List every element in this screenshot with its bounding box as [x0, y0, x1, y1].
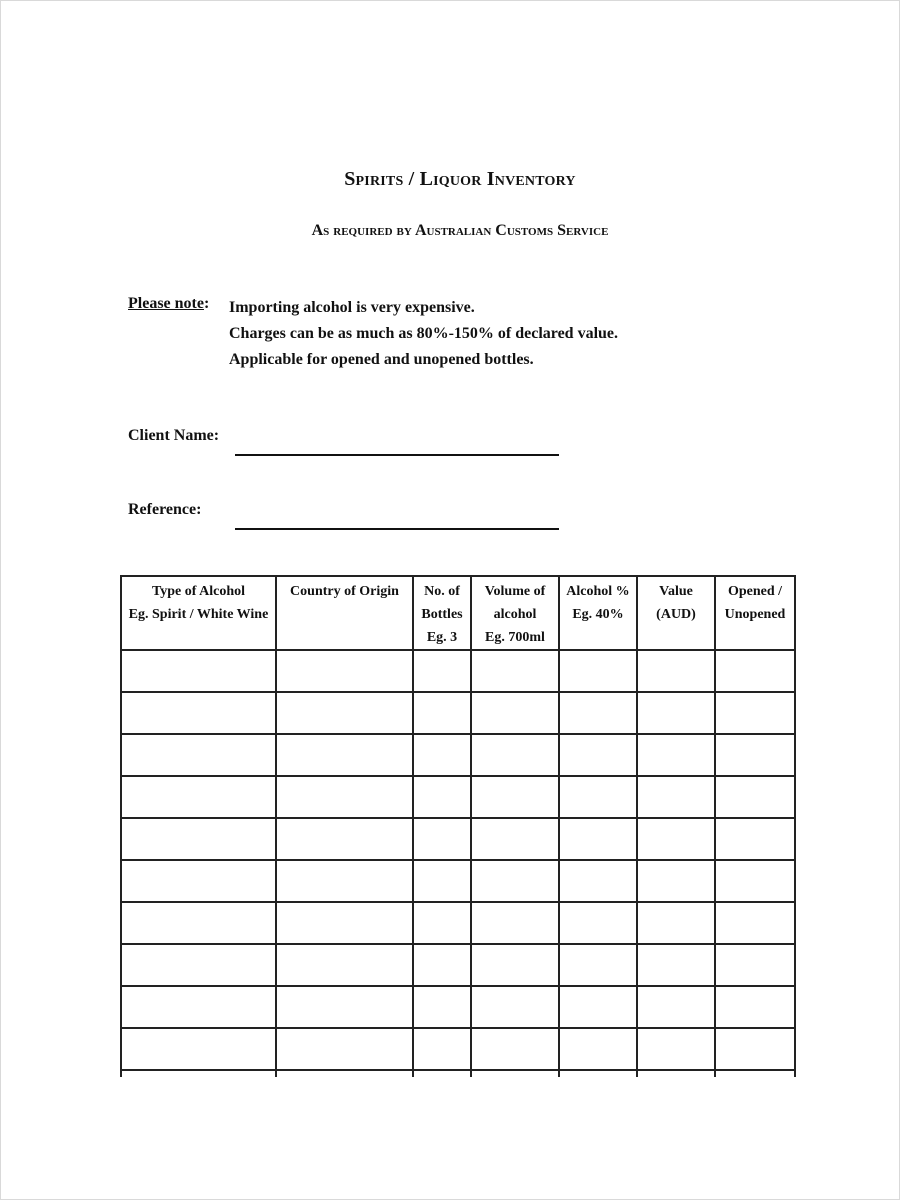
note-label — [128, 295, 209, 313]
column-header-opened: Opened / Unopened — [715, 576, 795, 650]
table-cell[interactable] — [471, 944, 559, 986]
table-cell[interactable] — [471, 818, 559, 860]
table-cell[interactable] — [559, 902, 637, 944]
table-cell[interactable] — [276, 902, 413, 944]
table-header-row — [121, 576, 795, 650]
table-row — [121, 986, 795, 1028]
table-cell[interactable] — [121, 944, 276, 986]
table-cell[interactable] — [637, 1028, 715, 1070]
table-cell[interactable] — [715, 986, 795, 1028]
table-cell[interactable] — [559, 986, 637, 1028]
table-cell[interactable] — [121, 986, 276, 1028]
column-header-type: Type of Alcohol Eg. Spirit / White Wine — [121, 576, 276, 650]
table-cell[interactable] — [471, 902, 559, 944]
column-header-volume: Volume of alcohol Eg. 700ml — [471, 576, 559, 650]
note-line-3: Applicable for opened and unopened bottles. — [229, 351, 534, 368]
table-cell[interactable] — [559, 818, 637, 860]
table-cell[interactable] — [471, 860, 559, 902]
table-cell[interactable] — [637, 650, 715, 692]
table-cell[interactable] — [471, 650, 559, 692]
table-cell[interactable] — [276, 860, 413, 902]
table-cell[interactable] — [413, 944, 471, 986]
table-cell[interactable] — [413, 1028, 471, 1070]
table-cell[interactable] — [559, 860, 637, 902]
table-cell[interactable] — [559, 1070, 637, 1077]
table-cell[interactable] — [559, 734, 637, 776]
table-row — [121, 776, 795, 818]
table-cell[interactable] — [121, 692, 276, 734]
table-cell[interactable] — [637, 944, 715, 986]
table-row — [121, 692, 795, 734]
reference-field[interactable] — [235, 512, 559, 530]
document-title: Spirits / Liquor Inventory — [344, 168, 576, 190]
table-cell[interactable] — [471, 1028, 559, 1070]
document-subtitle: As required by Australian Customs Service — [311, 222, 609, 239]
table-cell[interactable] — [121, 1028, 276, 1070]
table-cell[interactable] — [715, 734, 795, 776]
note-line-1: Importing alcohol is very expensive. — [229, 299, 475, 316]
table-cell[interactable] — [637, 986, 715, 1028]
table-cell[interactable] — [559, 650, 637, 692]
table-cell[interactable] — [413, 860, 471, 902]
table-cell[interactable] — [637, 902, 715, 944]
table-cell[interactable] — [471, 1070, 559, 1077]
table-cell[interactable] — [715, 692, 795, 734]
table-cell[interactable] — [121, 818, 276, 860]
table-cell[interactable] — [121, 734, 276, 776]
column-header-country: Country of Origin — [276, 576, 413, 650]
table-cell[interactable] — [413, 986, 471, 1028]
table-cell[interactable] — [637, 860, 715, 902]
table-cell[interactable] — [637, 692, 715, 734]
table-row — [121, 818, 795, 860]
table-cell[interactable] — [121, 776, 276, 818]
note-line-2: Charges can be as much as 80%-150% of declared value. — [229, 325, 619, 342]
table-cell[interactable] — [413, 902, 471, 944]
table-cell[interactable] — [559, 776, 637, 818]
table-cell[interactable] — [715, 902, 795, 944]
table-cell[interactable] — [276, 650, 413, 692]
table-cell[interactable] — [121, 1070, 276, 1077]
column-header-alcohol-percent: Alcohol % Eg. 40% — [559, 576, 637, 650]
table-cell[interactable] — [276, 776, 413, 818]
table-row — [121, 734, 795, 776]
table-row — [121, 1028, 795, 1070]
table-row — [121, 902, 795, 944]
client-name-label: Client Name: — [128, 427, 220, 444]
table-cell[interactable] — [121, 860, 276, 902]
table-row — [121, 650, 795, 692]
client-name-field[interactable] — [235, 438, 559, 456]
table-cell[interactable] — [121, 650, 276, 692]
table-cell[interactable] — [715, 860, 795, 902]
table-cell[interactable] — [559, 944, 637, 986]
note-label-colon: : — [203, 295, 210, 312]
table-cell[interactable] — [471, 734, 559, 776]
column-header-bottles: No. of Bottles Eg. 3 — [413, 576, 471, 650]
table-cell[interactable] — [276, 944, 413, 986]
table-cell[interactable] — [471, 692, 559, 734]
table-row — [121, 1070, 795, 1077]
inventory-body — [121, 650, 795, 1077]
table-cell[interactable] — [276, 734, 413, 776]
table-cell[interactable] — [276, 692, 413, 734]
table-cell[interactable] — [715, 1028, 795, 1070]
table-cell[interactable] — [413, 650, 471, 692]
reference-label: Reference: — [128, 501, 202, 518]
table-cell[interactable] — [715, 818, 795, 860]
table-cell[interactable] — [276, 1070, 413, 1077]
inventory-table — [120, 575, 796, 1077]
column-header-value: Value (AUD) — [637, 576, 715, 650]
table-cell[interactable] — [413, 734, 471, 776]
note-label-text: Please note — [128, 295, 204, 312]
table-cell[interactable] — [413, 818, 471, 860]
table-cell[interactable] — [471, 776, 559, 818]
table-cell[interactable] — [559, 1028, 637, 1070]
table-cell[interactable] — [715, 650, 795, 692]
table-cell[interactable] — [637, 1070, 715, 1077]
table-cell[interactable] — [413, 692, 471, 734]
table-cell[interactable] — [471, 986, 559, 1028]
table-cell[interactable] — [276, 818, 413, 860]
table-row — [121, 944, 795, 986]
table-cell[interactable] — [715, 776, 795, 818]
table-cell[interactable] — [637, 776, 715, 818]
table-cell[interactable] — [276, 1028, 413, 1070]
note-lines — [229, 295, 618, 373]
table-cell[interactable] — [715, 944, 795, 986]
table-cell[interactable] — [276, 986, 413, 1028]
table-cell[interactable] — [559, 692, 637, 734]
table-cell[interactable] — [637, 734, 715, 776]
table-cell[interactable] — [637, 818, 715, 860]
table-cell[interactable] — [715, 1070, 795, 1077]
table-row — [121, 860, 795, 902]
table-cell[interactable] — [413, 1070, 471, 1077]
table-cell[interactable] — [121, 902, 276, 944]
table-cell[interactable] — [413, 776, 471, 818]
